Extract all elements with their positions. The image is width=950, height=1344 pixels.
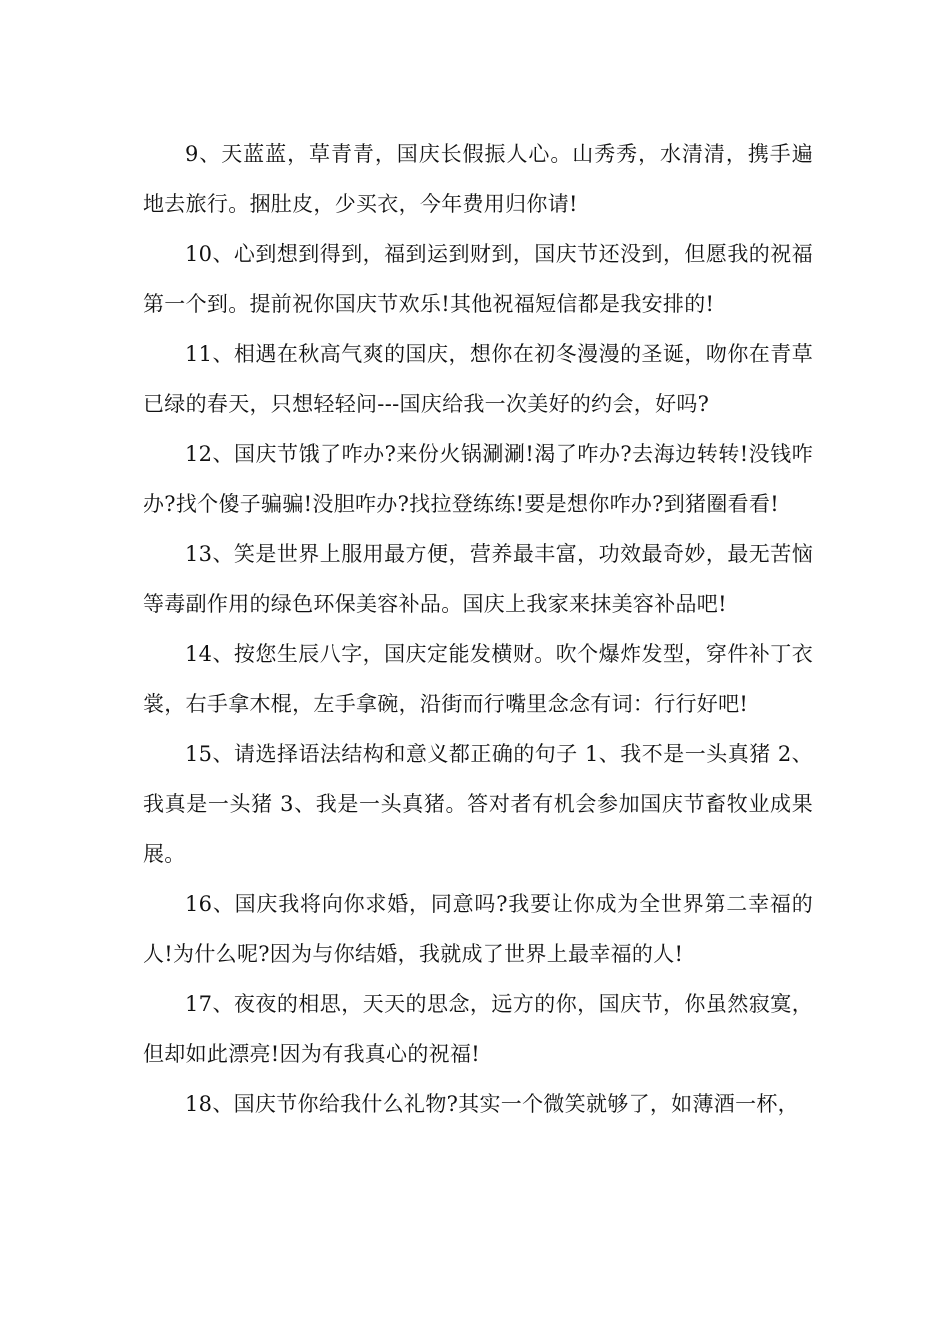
document-body [143, 129, 813, 1129]
paragraph-9: 9、天蓝蓝，草青青，国庆长假振人心。山秀秀，水清清，携手遍地去旅行。捆肚皮，少买衣，今年费用归你请! [143, 142, 813, 216]
paragraph-15: 15、请选择语法结构和意义都正确的句子 1、我不是一头真猪 2、我真是一头猪 3、我是一头真猪。答对者有机会参加国庆节畜牧业成果展。 [143, 742, 813, 866]
paragraph-10: 10、心到想到得到，福到运到财到，国庆节还没到，但愿我的祝福第一个到。提前祝你国庆节欢乐!其他祝福短信都是我安排的! [143, 242, 813, 316]
paragraph-14: 14、按您生辰八字，国庆定能发横财。吹个爆炸发型，穿件补丁衣裳，右手拿木棍，左手拿碗，沿街而行嘴里念念有词：行行好吧! [143, 642, 813, 716]
paragraph-18: 18、国庆节你给我什么礼物?其实一个微笑就够了，如薄酒一杯， [185, 1092, 799, 1116]
paragraph-11: 11、相遇在秋高气爽的国庆，想你在初冬漫漫的圣诞，吻你在青草已绿的春天，只想轻轻问---国庆给我一次美好的约会，好吗? [143, 342, 813, 416]
paragraph-13: 13、笑是世界上服用最方便，营养最丰富，功效最奇妙，最无苦恼等毒副作用的绿色环保美容补品。国庆上我家来抹美容补品吧! [143, 542, 813, 616]
paragraph-12: 12、国庆节饿了咋办?来份火锅涮涮!渴了咋办?去海边转转!没钱咋办?找个傻子骗骗!没胆咋办?找拉登练练!要是想你咋办?到猪圈看看! [143, 442, 813, 516]
paragraph-16: 16、国庆我将向你求婚，同意吗?我要让你成为全世界第二幸福的人!为什么呢?因为与你结婚，我就成了世界上最幸福的人! [143, 892, 813, 966]
paragraph-17: 17、夜夜的相思，天天的思念，远方的你，国庆节，你虽然寂寞，但却如此漂亮!因为有我真心的祝福! [143, 992, 813, 1066]
